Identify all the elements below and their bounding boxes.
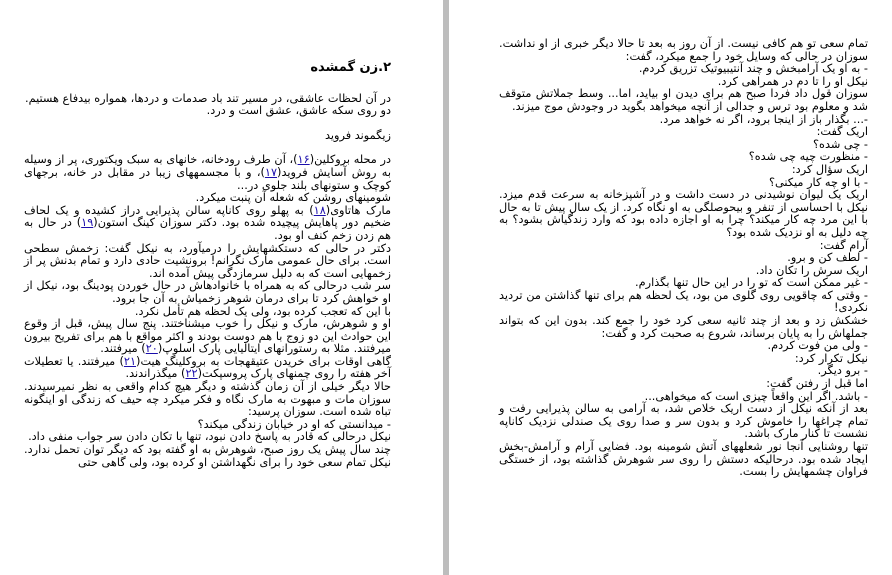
body-paragraph: - غیر ممکن است که تو را در این حال تنها بگذارم.: [635, 276, 868, 290]
footnote-link[interactable]: ۲۲: [185, 367, 198, 381]
epigraph-line: در آن لحظات عاشقی، در مسیر تند باد صدمات و دردها، همواره بیدفاع هستیم.: [25, 91, 391, 105]
body-paragraph: سوزان قول داد فردا صبح هم برای دیدن او بیاید، اما... وسط جملاتش متوقف شد و معلوم بود ترس و جدالی از آنچه میخواهد بگوید در وجودش موج میزند.: [499, 87, 868, 113]
body-paragraph: اما قبل از رفتن گفت:: [766, 377, 868, 391]
body-paragraph: [24, 381, 391, 419]
text-run: ) میرفتند.: [100, 342, 146, 356]
footnote-link[interactable]: ۱۷: [264, 165, 278, 179]
body-paragraph: - چی شده؟: [813, 137, 868, 151]
left-paragraphs: [24, 154, 391, 469]
left-page: [0, 0, 443, 575]
body-paragraph: - لطف کن و برو.: [787, 251, 868, 265]
body-paragraph: [24, 154, 391, 192]
body-paragraph: - وقتی که چاقویی روی گلوی من بود، یک لحظه هم برای تنها گذاشتن من تردید نکردی!: [499, 288, 868, 315]
body-paragraph: - منظورت چیه چی شده؟: [748, 150, 868, 164]
text-run: ) به پهلو روی کاناپه سالن پذیرایی دراز کشیده و یک لحاف ضخیم دور پاهایش پیچیده شده بود. دکتر سوزان کینگ استون(: [24, 203, 391, 230]
text-run: چند سال پیش یک روز صبح، شوهرش به او گفته بود که دیگر توان تحمل ندارد. نیکل تمام سعی خود را برای نگهداشتن او کرده بود، ولی گاهی حتی: [24, 443, 391, 469]
text-run: ) میرفتند. یا تعطیلات آخر هفته را روی چمنهای پارک پروسپکت(: [24, 354, 391, 381]
text-run: نیکل درحالی که قادر به پاسخ دادن نبود، تنها با تکان دادن سر جواب منفی داد.: [28, 430, 391, 444]
chapter-title: ۲.زن گمشده: [310, 60, 391, 75]
body-paragraph: - به او یک آرامبخش و چند آنتیبیوتیک تزریق کردم.: [638, 62, 868, 76]
body-paragraph: [24, 318, 391, 356]
left-page-content: [24, 62, 391, 469]
text-run: )، و با مجسمههای زیبا در مقابل در خانه، برجهای کوچک و ستونهای بلند جلوی در...: [24, 165, 391, 192]
text-run: )، آن طرف رودخانه، خانهای به سبک ویکتوری، پر از وسیله به روش آسایش فروید(: [24, 153, 391, 179]
epigraph-line: دو روی سکه عاشق، عشق است و درد.: [206, 104, 391, 118]
text-run: مارک هاتاوی(: [325, 203, 392, 217]
text-run: دکتر در حالی که دستکشهایش را درمیآورد، به نیکل گفت: زخمش سطحی است. برای حال عمومی مارک نگرانم! برونشیت حادی دارد و تمام بدنش پر از زخمهایی است که به دلیل سرمازدگی پیش آمده اند.: [24, 241, 391, 280]
footnote-link[interactable]: ۱۶: [297, 153, 310, 167]
text-run: ) در حال به هم زدن زخم کنف او بود.: [24, 216, 391, 242]
footnote-link[interactable]: ۱۹: [81, 216, 94, 230]
text-run: - میدانستی که او در خیابان زندگی میکند؟: [197, 417, 391, 431]
body-paragraph: [24, 356, 391, 381]
body-paragraph: تنها روشنایی آنجا نور شعلههای آتش شومینه بود. فضایی آرام و آرامش-بخش ایجاد شده بود. درحالیکه دستش را روی سر شوهرش گذاشته بود، از خستگی فراوان چشمهایش را بست.: [499, 440, 868, 479]
body-paragraph: - ولی من فوت کردم.: [767, 339, 868, 353]
footnote-link[interactable]: ۲۰: [145, 342, 158, 356]
body-paragraph: [24, 280, 391, 305]
body-paragraph: [24, 205, 391, 243]
body-paragraph: آرام گفت:: [819, 238, 868, 252]
body-paragraph: -... بگذار باز از اینجا برود، اگر نه خواهد مرد.: [659, 112, 868, 126]
body-paragraph: [24, 444, 391, 469]
body-paragraph: بعد از آنکه نیکل از دست اریک خلاص شد، به آرامی به سالن پذیرایی رفت و تمام چراغها را خاموش کرد و بدون سر و صدا روی یک صندلی نزدیک کاناپه نشست تا کنار مارک باشد.: [499, 402, 868, 441]
body-paragraph: تمام سعی تو هم کافی نیست. از آن روز به بعد تا حالا دیگر خبری از او نداشت. سوزان در حالی که وسایل خود را جمع میکرد، گفت:: [499, 37, 868, 63]
text-run: ) میگذراندند.: [125, 367, 186, 381]
body-paragraph: [24, 243, 391, 281]
body-paragraph: اریک سرش را تکان داد.: [755, 263, 868, 277]
text-run: در محله بروکلین(: [309, 153, 391, 167]
body-paragraph: اریک سؤال کرد:: [791, 162, 868, 176]
body-paragraph: - با او چه کار میکنی؟: [768, 175, 868, 189]
text-run: با این که تعجب کرده بود، ولی یک لحظه هم تأمل نکرد.: [134, 304, 391, 318]
body-paragraph: اریک یک لیوان نوشیدنی در دست داشت و در آشپزخانه به سرعت قدم میزد. نیکل با احساسی از تنفر و بیحوصلگی به او نگاه کرد. از یک سال پیش تا به حال با این مرد چه کار میکند؟ چرا به او اجازه داده بود که وارد زندگیاش بشود؟ به چه دلیل به او نزدیک شده بود؟: [499, 188, 868, 239]
body-paragraph: اریک گفت:: [816, 125, 868, 139]
text-run: گاهی اوقات برای خریدن عتیقهجات به بروکلینگ هیت(: [136, 354, 391, 368]
footnote-link[interactable]: ۲۱: [123, 354, 137, 368]
body-paragraph: خشکش زد و بعد از چند ثانیه سعی کرد خود را جمع کند. بدون این که بتواند جملهاش را به پایان برساند، شروع به صحبت کرد و گفت:: [499, 314, 868, 340]
text-run: حالا دیگر خیلی از آن زمان گذشته و دیگر هیچ کدام واقعی به نظر نمیرسیدند. سوزان مات و مبهوت به مارک نگاه و فکر میکرد چه حیف که زندگی او اینگونه تباه شده است. سوزان پرسید:: [24, 380, 391, 419]
footnote-link[interactable]: ۱۸: [313, 203, 326, 217]
text-run: او و شوهرش، مارک و نیکل را خوب میشناختند. پنج سال پیش، قبل از وقوع این حوادث این دو زوج با هم دوست بودند و اکثر مواقع با هم برای تفریح بیرون میرفتند. مثلا به رستورانهای ایتالیایی پارک اسلوپ(: [24, 317, 391, 356]
text-run: شومینهای روشن که شعله آن پنبت میکرد.: [195, 191, 391, 205]
epigraph-author: زیگموند فروید: [324, 128, 391, 142]
body-paragraph: - باشد. اگر این واقعاً چیزی است که میخواهی...: [644, 389, 868, 403]
right-page-content: [499, 38, 868, 479]
body-paragraph: - برو دیگر.: [817, 364, 868, 378]
body-paragraph: نیکل تکرار کرد:: [794, 351, 868, 365]
right-page: [449, 0, 892, 575]
body-paragraph: نیکل او را تا دم در همراهی کرد.: [717, 74, 868, 88]
spacer: [24, 118, 391, 130]
text-run: سر شب درحالی که به همراه با خانوادهاش در حال خوردن پودینگ بود، نیکل از او خواهش کرد تا برای درمان شوهر زخمیاش به آن جا برود.: [24, 279, 391, 305]
